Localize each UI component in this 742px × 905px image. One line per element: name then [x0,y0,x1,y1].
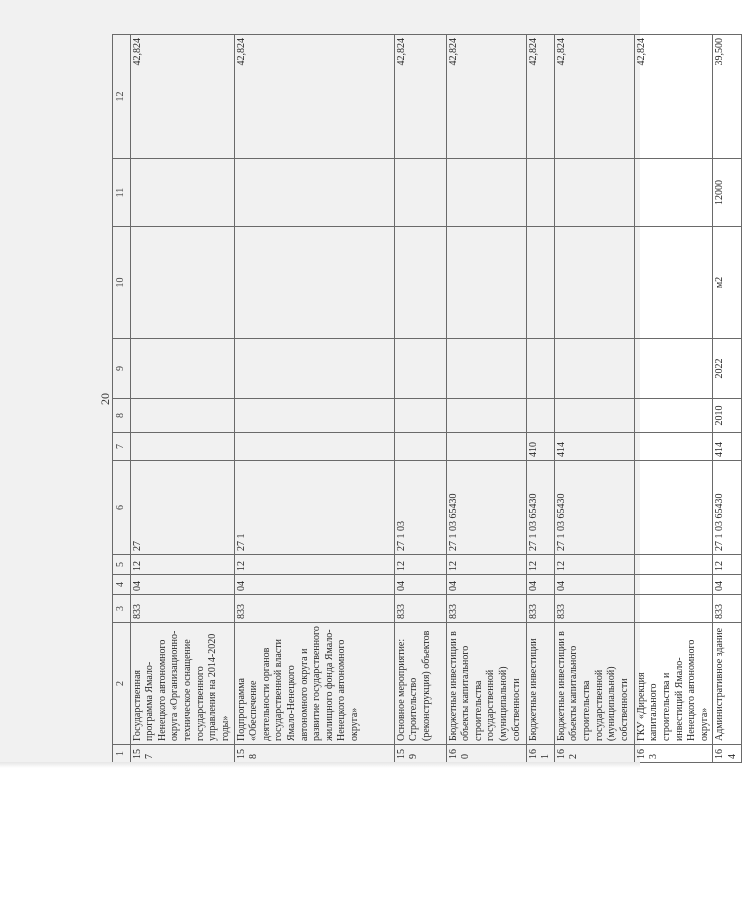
cell-c3 [634,595,713,623]
cell-c6 [130,461,234,555]
cell-c9 [554,339,634,399]
cell-c3: 833 [234,595,394,623]
cell-c6 [554,461,634,555]
cell-value: 42,824 [395,38,407,66]
column-header-1: 1 [113,745,131,763]
cell-c12 [634,35,713,159]
cell-c10 [394,227,446,339]
cell-c4 [634,575,713,595]
cell-c3: 833 [130,595,234,623]
cell-n: 158 [234,745,394,763]
cell-c12 [526,35,554,159]
cell-value: 27 1 03 65430 [555,493,567,551]
cell-c8 [394,399,446,433]
cell-c7 [234,433,394,461]
cell-c11 [130,159,234,227]
cell-c3: 833 [554,595,634,623]
cell-c10 [634,227,713,339]
cell-value: 27 1 03 65430 [447,493,459,551]
cell-c8 [526,399,554,433]
cell-value: 27 [131,541,143,551]
cell-c6 [526,461,554,555]
column-header-9: 9 [113,339,131,399]
table-row [234,35,394,763]
column-header-2: 2 [113,623,131,745]
table-row [394,35,446,763]
cell-name: Бюджетные инвестиции в объекты капитального строительства государственной (муниципальной) собственности [554,623,634,745]
cell-c7 [130,433,234,461]
scan-edge [0,762,640,768]
cell-c9 [446,339,526,399]
cell-c6 [394,461,446,555]
cell-name: Государственная программа Ямало-Ненецкого автономного округа «Организационно-техническое оснащение государственного управления на 2014-2020 годы» [130,623,234,745]
cell-value: 27 1 03 65430 [527,493,539,551]
cell-c5: 12 [554,555,634,575]
column-header-3: 3 [113,595,131,623]
cell-value: 42,824 [527,38,539,66]
cell-c12 [446,35,526,159]
cell-c7 [634,433,713,461]
column-header-6: 6 [113,461,131,555]
cell-c3: 833 [526,595,554,623]
cell-c11: 12000 [713,159,741,227]
table-body [130,35,741,763]
cell-c10 [526,227,554,339]
column-header-5: 5 [113,555,131,575]
cell-c6 [713,461,741,555]
cell-c6 [446,461,526,555]
cell-c10 [234,227,394,339]
table-row [713,35,741,763]
column-header-12: 12 [113,35,131,159]
cell-value: 410 [527,442,539,457]
cell-c12 [234,35,394,159]
cell-n: 163 [634,745,713,763]
cell-n: 162 [554,745,634,763]
cell-c5: 12 [130,555,234,575]
column-header-7: 7 [113,433,131,461]
cell-c4: 04 [446,575,526,595]
cell-c11 [446,159,526,227]
column-header-4: 4 [113,575,131,595]
cell-c7 [554,433,634,461]
cell-name: Основное мероприятие: Строительство (реконструкция) объектов [394,623,446,745]
table-row [634,35,713,763]
cell-c11 [394,159,446,227]
cell-c5: 12 [446,555,526,575]
cell-c9 [394,339,446,399]
cell-n: 161 [526,745,554,763]
cell-c8 [446,399,526,433]
cell-c4: 04 [130,575,234,595]
table-row [130,35,234,763]
column-header-10: 10 [113,227,131,339]
cell-value: 27 1 03 [395,521,407,551]
cell-c5: 12 [234,555,394,575]
column-header-11: 11 [113,159,131,227]
cell-c11 [526,159,554,227]
cell-c12 [130,35,234,159]
cell-c5: 12 [394,555,446,575]
cell-c5 [634,555,713,575]
cell-name: Бюджетные инвестиции [526,623,554,745]
cell-c9 [130,339,234,399]
cell-value: 414 [555,442,567,457]
cell-n: 164 [713,745,741,763]
cell-c12 [394,35,446,159]
cell-c10: м2 [713,227,741,339]
cell-c8 [634,399,713,433]
cell-value: 39,500 [714,38,726,66]
cell-c4: 04 [554,575,634,595]
cell-value: 42,824 [235,38,247,66]
cell-name: ГКУ «Дирекция капитального строительства и инвестиций Ямало-Ненецкого автономного округа» [634,623,713,745]
cell-c4: 04 [394,575,446,595]
cell-c5: 12 [526,555,554,575]
cell-c9 [634,339,713,399]
header-row [113,35,131,763]
cell-n: 159 [394,745,446,763]
cell-n: 160 [446,745,526,763]
table-row [554,35,634,763]
table-row [526,35,554,763]
cell-name: Административное здание [713,623,741,745]
cell-c7 [713,433,741,461]
cell-c8 [130,399,234,433]
cell-c10 [446,227,526,339]
cell-c3: 833 [446,595,526,623]
page-number: 20 [98,393,112,405]
cell-c8: 2010 [713,399,741,433]
cell-c12 [713,35,741,159]
cell-value: 42,824 [635,38,647,66]
cell-c9: 2022 [713,339,741,399]
cell-c8 [554,399,634,433]
budget-table [112,34,742,763]
cell-value: 27 1 [235,533,247,551]
cell-c10 [130,227,234,339]
cell-c9 [234,339,394,399]
cell-value: 42,824 [555,38,567,66]
cell-c3: 833 [713,595,741,623]
cell-c3: 833 [394,595,446,623]
cell-c4: 04 [713,575,741,595]
cell-c6 [234,461,394,555]
cell-c11 [634,159,713,227]
cell-name: Подпрограмма «Обеспечение деятельности органов государственной власти Ямало-Ненецкого автономного округа и развитие государственного жилищного фонда Ямало-Ненецкого автономного округа» [234,623,394,745]
cell-c7 [446,433,526,461]
cell-c10 [554,227,634,339]
cell-c6 [634,461,713,555]
cell-c5: 12 [713,555,741,575]
cell-c11 [234,159,394,227]
table-row [446,35,526,763]
cell-c8 [234,399,394,433]
column-header-8: 8 [113,399,131,433]
rotated-document [98,35,738,763]
cell-c7 [394,433,446,461]
cell-value: 414 [714,442,726,457]
cell-n: 157 [130,745,234,763]
cell-name: Бюджетные инвестиции в объекты капитального строительства государственной (муниципальной) собственности [446,623,526,745]
cell-value: 42,824 [447,38,459,66]
cell-c9 [526,339,554,399]
cell-c11 [554,159,634,227]
cell-value: 42,824 [131,38,143,66]
cell-c4: 04 [526,575,554,595]
cell-c7 [526,433,554,461]
cell-value: 27 1 03 65430 [714,493,726,551]
cell-c12 [554,35,634,159]
cell-c4: 04 [234,575,394,595]
